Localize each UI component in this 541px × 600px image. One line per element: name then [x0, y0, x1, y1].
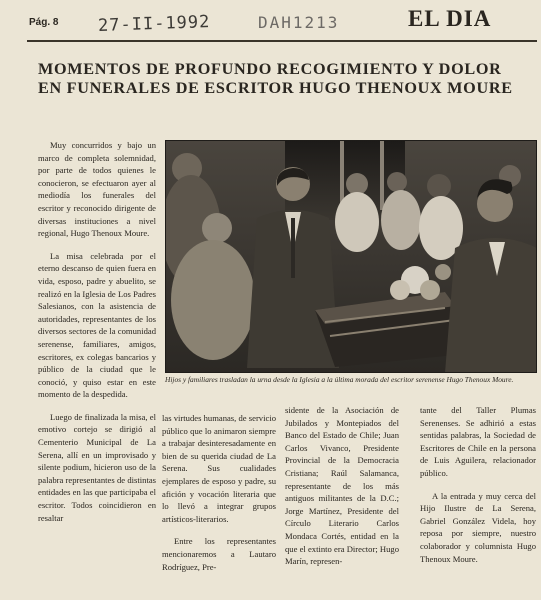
paragraph: A la entrada y muy cerca del Hijo Ilustre de La Serena, Gabriel González Videla, hoy reposa por siempre, nuestro colaborador y columnista Hugo Thenoux Moure. [420, 490, 536, 564]
paragraph: las virtudes humanas, de servicio público que lo animaron siempre a trabajar desinteresadamente en bien de su querida ciudad de La Serena. Sus cualidades ejemplares de esposo y padre, su afición y vocación literaria que lo llevó a integrar grupos artísticos-literarios. [162, 413, 276, 524]
paragraph: Luego de finalizada la misa, el emotivo cortejo se dirigió al Cementerio Municipal de La Serena, allí en un improvisado y silente podium, hicieron uso de la palabra representantes de distintas entidades en las que participaba el escritor. Todos coincidieron en resaltar [38, 411, 156, 523]
paragraph: Muy concurridos y bajo un marco de completa solemnidad, por parte de todos quienes le conocieron, se efectuaron ayer al mediodía los funerales del escritor y reconocido dirigente de diversas instituciones a nivel regional, Hugo Thenoux Moure. [38, 140, 156, 239]
handwritten-date: 27-II-1992 [97, 12, 211, 36]
paragraph: La misa celebrada por el eterno descanso de quien fuera en vida, esposo, padre y abuelito, se realizó en la Iglesia de Los Padres Salesianos, con la asistencia de autoridades, representantes de los diversos sectores de la comunidad serenense, familiares, amigos, escritores, ex colegas bancarios y público de la ciudad que le conoció, y quiso estar en este momento de la despedida. [38, 250, 156, 400]
paragraph: tante del Taller Plumas Serenenses. Se adhirió a estas sentidas palabras, la Sociedad de Escritores de Chile en la persona de Luis Aguilera, relacionador público. [420, 405, 536, 478]
page-number: Pág. 8 [29, 17, 59, 28]
article-column-3 [285, 404, 399, 578]
paragraph: sidente de la Asociación de Jubilados y Montepiados del Banco del Estado de Chile; Juan Carlos Vivanco, Presidente Provincial de la Democracia Cristiana; Raúl Salamanca, representante de los más antiguos militantes de la D.C.; Jorge Martínez, Presidente del Círculo Literario Carlos Mondaca Cortés, entidad en la que el extinto era Director; Hugo Marín, represen- [285, 405, 399, 567]
margin-archive-code [2, 90, 22, 250]
article-column-1 [38, 139, 156, 534]
header-rule [27, 40, 537, 42]
headline [38, 60, 528, 98]
article-column-2 [162, 412, 276, 583]
funeral-photo-image [165, 140, 537, 373]
archive-code: DAH1213 [258, 13, 340, 32]
headline-line-2: EN FUNERALES DE ESCRITOR HUGO THENOUX MOURE [38, 79, 513, 97]
article-column-4 [420, 404, 536, 575]
newspaper-masthead: EL DIA [408, 6, 492, 31]
paragraph: Entre los representantes mencionaremos a Lautaro Rodríguez, Pre- [162, 536, 276, 572]
funeral-photo [165, 140, 537, 373]
photo-caption: Hijos y familiares trasladan la urna desde la Iglesia a la última morada del escritor serenense Hugo Thenoux Moure. [165, 375, 514, 384]
headline-line-1: MOMENTOS DE PROFUNDO RECOGIMIENTO Y DOLOR [38, 60, 502, 78]
